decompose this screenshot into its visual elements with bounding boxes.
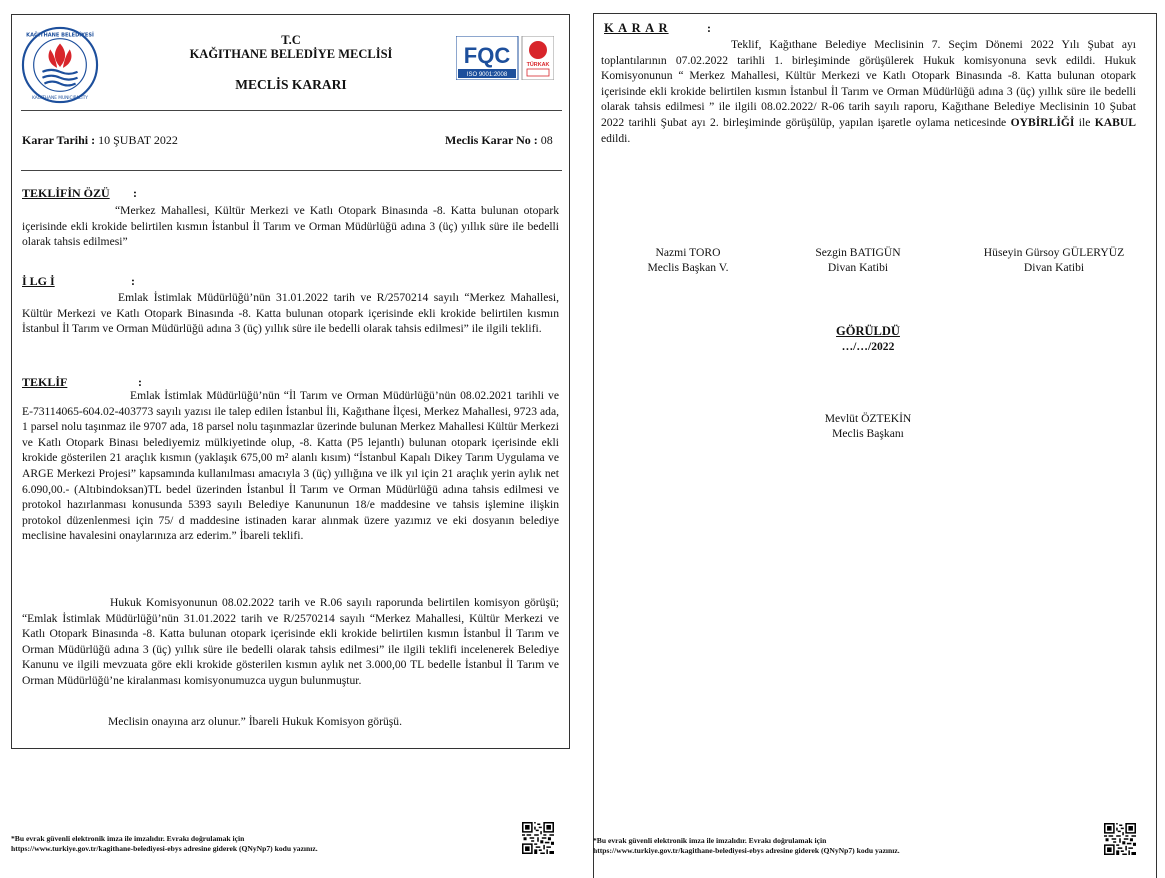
section-colon: :	[131, 274, 135, 288]
signature-name: Sezgin BATIGÜN	[815, 246, 901, 259]
decision-date-label: Karar Tarihi :	[22, 133, 96, 147]
signature-role: Meclis Başkan V.	[647, 261, 729, 274]
iso-text: ISO 9001:2008	[466, 72, 508, 78]
e-signature-line-2: https://www.turkiye.gov.tr/kagithane-belediyesi-ebys adresine giderek (QNyNp7) kodu yazınız.	[593, 845, 900, 855]
decision-number-value: 08	[537, 133, 553, 147]
goruldu-date: …/…/2022	[841, 340, 895, 353]
signature-name: Mevlüt ÖZTEKİN	[824, 412, 912, 425]
decision-number	[445, 133, 553, 149]
ozu-text: “Merkez Mahallesi, Kültür Merkezi ve Katlı Otopark Binasında -8. Katta bulunan otopark içerisinde ekli krokide belirtilen kısmın İstanbul İl Tarım ve Orman Müdürlüğü adına 3 (üç) yıllık süre ile bedelli olarak tahsis edilmesi”	[22, 204, 559, 249]
meta-divider	[21, 170, 562, 171]
e-signature-line-2: https://www.turkiye.gov.tr/kagithane-belediyesi-ebys adresine giderek (QNyNp7) kodu yazınız.	[11, 843, 318, 853]
baskan-signature	[773, 411, 963, 441]
svg-text:KAĞITHANE BELEDİYESİ: KAĞITHANE BELEDİYESİ	[26, 32, 94, 39]
ilgi-text: Emlak İstimlak Müdürlüğü’nün 31.01.2022 tarih ve R/2570214 sayılı “Merkez Mahallesi, Kültür Merkezi ve Katlı Otopark Binasında -8. Katta bulunan otopark içerisinde ekli krokide belirtilen kısmın İstanbul İl Tarım ve Orman Müdürlüğü adına 3 (üç) yıllık süre ile bedelli olarak tahsis edilmesi” ile ilgili teklifi.	[22, 291, 559, 336]
e-signature-line-1: *Bu evrak güvenli elektronik imza ile imzalıdır. Evrakı doğrulamak için	[11, 834, 245, 843]
decision-date	[22, 133, 178, 149]
qr-code-icon	[1104, 823, 1136, 855]
tc-heading: T.C	[281, 33, 301, 47]
komisyon-text: Hukuk Komisyonunun 08.02.2022 tarih ve R.06 sayılı raporunda belirtilen komisyon görüşü; “Emlak İstimlak Müdürlüğü’nün 31.01.2022 tarih ve R/2570214 sayılı “Merkez Mahallesi, Kültür Merkezi ve Katlı Otopark Binasında -8. Katta bulunan otopark içerisinde ekli krokide belirtilen kısmın İstanbul İl Tarım ve Orman Müdürlüğü adına 3 (üç) yıllık süre ile bedelli olarak tahsis edilmesi” ile ilgili teklifi incelenerek Belediye Kanunu ve ilgili mevzuata göre ekli krokide gösterilen kısmın aylık net 3.000,00 TL bedelle İstanbul İl Tarım ve Orman Müdürlüğü’ne kiralanması komisyonumuzca uygun bulunmuştur.	[22, 596, 559, 687]
karar-text: Teklif, Kağıthane Belediye Meclisinin 7. Seçim Dönemi 2022 Yılı Şubat ayı toplantılarının 07.02.2022 tarihli 1. birleşiminde görüşülerek Hukuk komisyonuna sevk edildi. Hukuk Komisyonunun “ Merkez Mahallesi, Kültür Merkezi ve Katlı Otopark Binasında -8. Katta bulunan otopark içerisinde ekli krokide belirtilen kısmın İstanbul İl Tarım ve Orman Müdürlüğü adına 3 (üç) yıllık süre ile bedelli olarak tahsis edilmesi ” ile ilgili 08.02.2022/ R-06 tarih sayılı raporu, Kağıthane Belediye Meclisinin 10 Şubat 2022 tarihli Şubat ayı 2. birleşiminde görüşülüp, yapılan işaretle oylama neticesinde OYBİRLİĞİ ile KABUL edildi.	[601, 38, 1136, 145]
goruldu-title: GÖRÜLDÜ	[836, 324, 900, 338]
signature-name: Hüseyin Gürsoy GÜLERYÜZ	[983, 246, 1125, 259]
e-signature-line-1: *Bu evrak güvenli elektronik imza ile imzalıdır. Evrakı doğrulamak için	[593, 836, 827, 845]
header-divider	[21, 110, 562, 111]
signature-role: Divan Katibi	[827, 261, 889, 274]
page-2	[583, 0, 1165, 878]
fqc-logo-text: FQC	[463, 43, 511, 68]
e-signature-notice	[593, 836, 1063, 855]
signature-block	[593, 245, 783, 275]
goruldu-block	[773, 324, 963, 354]
section-colon: :	[138, 375, 142, 389]
section-colon: :	[707, 21, 711, 35]
signature-block	[763, 245, 953, 275]
karar-oybirligi: OYBİRLİĞİ	[1010, 115, 1075, 129]
signature-role: Divan Katibi	[1023, 261, 1085, 274]
karar-kabul: KABUL	[1094, 115, 1136, 129]
komisyon-end-text: Meclisin onayına arz olunur.” İbareli Hukuk Komisyon görüşü.	[108, 715, 402, 728]
svg-text:KAĞITHANE MUNICIPALITY: KAĞITHANE MUNICIPALITY	[32, 96, 88, 102]
section-title-ozu: TEKLİFİN ÖZÜ	[22, 186, 110, 200]
page-1	[0, 0, 582, 878]
turkak-text: TÜRKAK	[526, 62, 550, 68]
teklif-text: Emlak İstimlak Müdürlüğü’nün “İl Tarım ve Orman Müdürlüğü’nün 08.02.2021 tarihli ve E-73114065-604.02-403773 sayılı yazısı ile talep edilen İstanbul İli, Kağıthane İlçesi, Merkez Mahallesi, 9723 ada, 1 parsel nolu taşınmaz ile 9707 ada, 18 parsel nolu taşınmazlar üzerinde bulunan Merkez Mahallesi Kültür Merkezi ve Katlı Otopark Binası belediyemiz mülkiyetinde olup, -8. Katta (P5 lejantlı) bulunan otopark içerisinde ekli krokide gösterilen 21 araçlık kısmın (yaklaşık 675,00 m² alanlı kısım) “İstanbul Kapalı Dikey Tarım Uygulama ve ARGE Merkezi Projesi” kapsamında kullanılması amacıyla 3 (üç) yıllığına ve ilk yıl için 21 araçlık yerin aylık net 6.090,00.- (Altıbindoksan)TL bedel üzerinden İstanbul İl Tarım ve Orman Müdürlüğü adına tahsis edilmesi ve protokol hazırlanması konusunda 5393 sayılı Belediye Kanununun 18/e maddesine ve tahsis işlemine ilişkin protokol düzenlenmesi için 75/ d maddesine istinaden karar alınmak üzere yazımız ve eki dosyanın belediye meclisine havalesini onaylarınıza arz ederim.” İbareli teklifi.	[22, 389, 559, 543]
qr-code-icon	[522, 822, 554, 854]
signature-block	[943, 245, 1165, 275]
signature-name: Nazmi TORO	[655, 246, 721, 259]
institution-heading: KAĞITHANE BELEDİYE MECLİSİ	[189, 47, 393, 61]
decision-date-value: 10 ŞUBAT 2022	[95, 133, 178, 147]
doc-type-heading: MECLİS KARARI	[235, 77, 347, 92]
decision-number-label: Meclis Karar No :	[445, 133, 538, 147]
signature-role: Meclis Başkanı	[832, 427, 904, 440]
section-colon: :	[133, 186, 137, 200]
section-title-teklif: TEKLİF	[22, 375, 68, 389]
karar-title: K A R A R	[604, 21, 669, 35]
e-signature-notice	[11, 834, 491, 853]
section-title-ilgi: İ LG İ	[22, 274, 55, 288]
